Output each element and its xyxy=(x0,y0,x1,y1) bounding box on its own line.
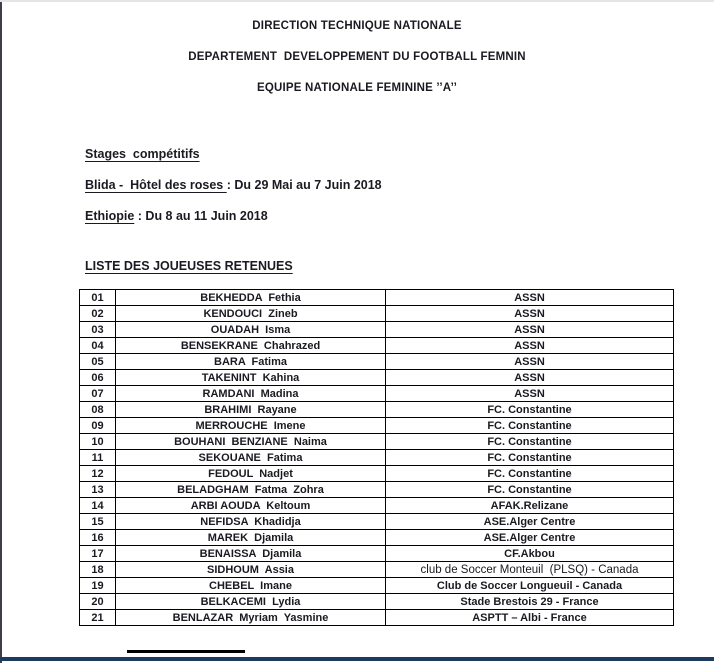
stage-item-ethiopie xyxy=(85,209,268,223)
player-club-cell: ASSN xyxy=(386,290,674,306)
player-number-cell: 08 xyxy=(80,402,116,418)
player-club-cell: ASPTT – Albi - France xyxy=(386,610,674,626)
player-number-cell: 13 xyxy=(80,482,116,498)
page-left-edge xyxy=(0,2,2,663)
player-club-cell: FC. Constantine xyxy=(386,450,674,466)
player-name-cell: SIDHOUM Assia xyxy=(116,562,386,578)
player-club-cell: CF.Akbou xyxy=(386,546,674,562)
player-club-cell: FC. Constantine xyxy=(386,434,674,450)
next-table-partial-border xyxy=(127,650,245,653)
player-name-cell: TAKENINT Kahina xyxy=(116,370,386,386)
player-club-cell: Club de Soccer Longueuil - Canada xyxy=(386,578,674,594)
table-row xyxy=(80,402,674,418)
player-club-cell: ASE.Alger Centre xyxy=(386,514,674,530)
list-heading: LISTE DES JOUEUSES RETENUES xyxy=(85,259,293,273)
player-number-cell: 12 xyxy=(80,466,116,482)
stages-heading: Stages compétitifs xyxy=(85,147,200,161)
player-name-cell: OUADAH Isma xyxy=(116,322,386,338)
player-club-cell: ASSN xyxy=(386,338,674,354)
player-number-cell: 04 xyxy=(80,338,116,354)
player-name-cell: SEKOUANE Fatima xyxy=(116,450,386,466)
player-club-cell: ASE.Alger Centre xyxy=(386,530,674,546)
stage-ethiopie-label: Ethiopie xyxy=(85,209,135,223)
player-name-cell: FEDOUL Nadjet xyxy=(116,466,386,482)
table-row xyxy=(80,434,674,450)
table-row xyxy=(80,450,674,466)
player-number-cell: 18 xyxy=(80,562,116,578)
table-row xyxy=(80,530,674,546)
page-bottom-bar xyxy=(0,657,714,661)
player-club-cell: FC. Constantine xyxy=(386,402,674,418)
player-name-cell: CHEBEL Imane xyxy=(116,578,386,594)
player-club-cell: FC. Constantine xyxy=(386,466,674,482)
player-club-cell: Stade Brestois 29 - France xyxy=(386,594,674,610)
player-number-cell: 02 xyxy=(80,306,116,322)
stage-blida-label: Blida - Hôtel des roses xyxy=(85,178,227,192)
table-row xyxy=(80,610,674,626)
player-name-cell: RAMDANI Madina xyxy=(116,386,386,402)
table-row xyxy=(80,546,674,562)
player-number-cell: 03 xyxy=(80,322,116,338)
player-number-cell: 09 xyxy=(80,418,116,434)
table-row xyxy=(80,306,674,322)
player-club-cell: ASSN xyxy=(386,370,674,386)
player-number-cell: 20 xyxy=(80,594,116,610)
roster-table xyxy=(79,289,674,626)
table-row xyxy=(80,498,674,514)
player-number-cell: 19 xyxy=(80,578,116,594)
player-name-cell: BELADGHAM Fatma Zohra xyxy=(116,482,386,498)
player-club-cell: FC. Constantine xyxy=(386,482,674,498)
player-name-cell: KENDOUCI Zineb xyxy=(116,306,386,322)
table-row xyxy=(80,354,674,370)
player-number-cell: 15 xyxy=(80,514,116,530)
player-name-cell: BENSEKRANE Chahrazed xyxy=(116,338,386,354)
player-name-cell: BENAISSA Djamila xyxy=(116,546,386,562)
stage-ethiopie-dates: : Du 8 au 11 Juin 2018 xyxy=(134,209,268,223)
player-name-cell: BENLAZAR Myriam Yasmine xyxy=(116,610,386,626)
player-name-cell: BOUHANI BENZIANE Naima xyxy=(116,434,386,450)
player-club-cell: club de Soccer Monteuil (PLSQ) - Canada xyxy=(386,562,674,578)
player-number-cell: 16 xyxy=(80,530,116,546)
page-top-band xyxy=(0,0,714,2)
player-number-cell: 10 xyxy=(80,434,116,450)
player-number-cell: 07 xyxy=(80,386,116,402)
player-name-cell: MERROUCHE Imene xyxy=(116,418,386,434)
player-name-cell: BEKHEDDA Fethia xyxy=(116,290,386,306)
player-number-cell: 01 xyxy=(80,290,116,306)
table-row xyxy=(80,466,674,482)
player-number-cell: 11 xyxy=(80,450,116,466)
player-number-cell: 21 xyxy=(80,610,116,626)
header-line-equipe: EQUIPE NATIONALE FEMININE ’’A’’ xyxy=(256,82,457,94)
table-row xyxy=(80,594,674,610)
table-row xyxy=(80,578,674,594)
player-name-cell: BARA Fatima xyxy=(116,354,386,370)
player-number-cell: 06 xyxy=(80,370,116,386)
player-name-cell: NEFIDSA Khadidja xyxy=(116,514,386,530)
player-club-cell: ASSN xyxy=(386,354,674,370)
player-club-cell: FC. Constantine xyxy=(386,418,674,434)
player-club-cell: ASSN xyxy=(386,386,674,402)
table-row xyxy=(80,562,674,578)
table-row xyxy=(80,418,674,434)
player-number-cell: 14 xyxy=(80,498,116,514)
player-club-cell: AFAK.Relizane xyxy=(386,498,674,514)
table-row xyxy=(80,482,674,498)
stage-blida-dates: : Du 29 Mai au 7 Juin 2018 xyxy=(226,178,382,192)
player-number-cell: 17 xyxy=(80,546,116,562)
player-number-cell: 05 xyxy=(80,354,116,370)
player-name-cell: MAREK Djamila xyxy=(116,530,386,546)
table-row xyxy=(80,370,674,386)
player-name-cell: BELKACEMI Lydia xyxy=(116,594,386,610)
player-club-cell: ASSN xyxy=(386,322,674,338)
table-row xyxy=(80,514,674,530)
table-row xyxy=(80,322,674,338)
table-row xyxy=(80,290,674,306)
player-name-cell: BRAHIMI Rayane xyxy=(116,402,386,418)
stage-item-blida xyxy=(85,178,382,192)
player-club-cell: ASSN xyxy=(386,306,674,322)
header-line-direction: DIRECTION TECHNIQUE NATIONALE xyxy=(252,20,462,32)
header-line-departement: DEPARTEMENT DEVELOPPEMENT DU FOOTBALL FEMNIN xyxy=(188,51,526,63)
table-row xyxy=(80,386,674,402)
player-name-cell: ARBI AOUDA Keltoum xyxy=(116,498,386,514)
roster-table-body xyxy=(80,290,674,626)
table-row xyxy=(80,338,674,354)
